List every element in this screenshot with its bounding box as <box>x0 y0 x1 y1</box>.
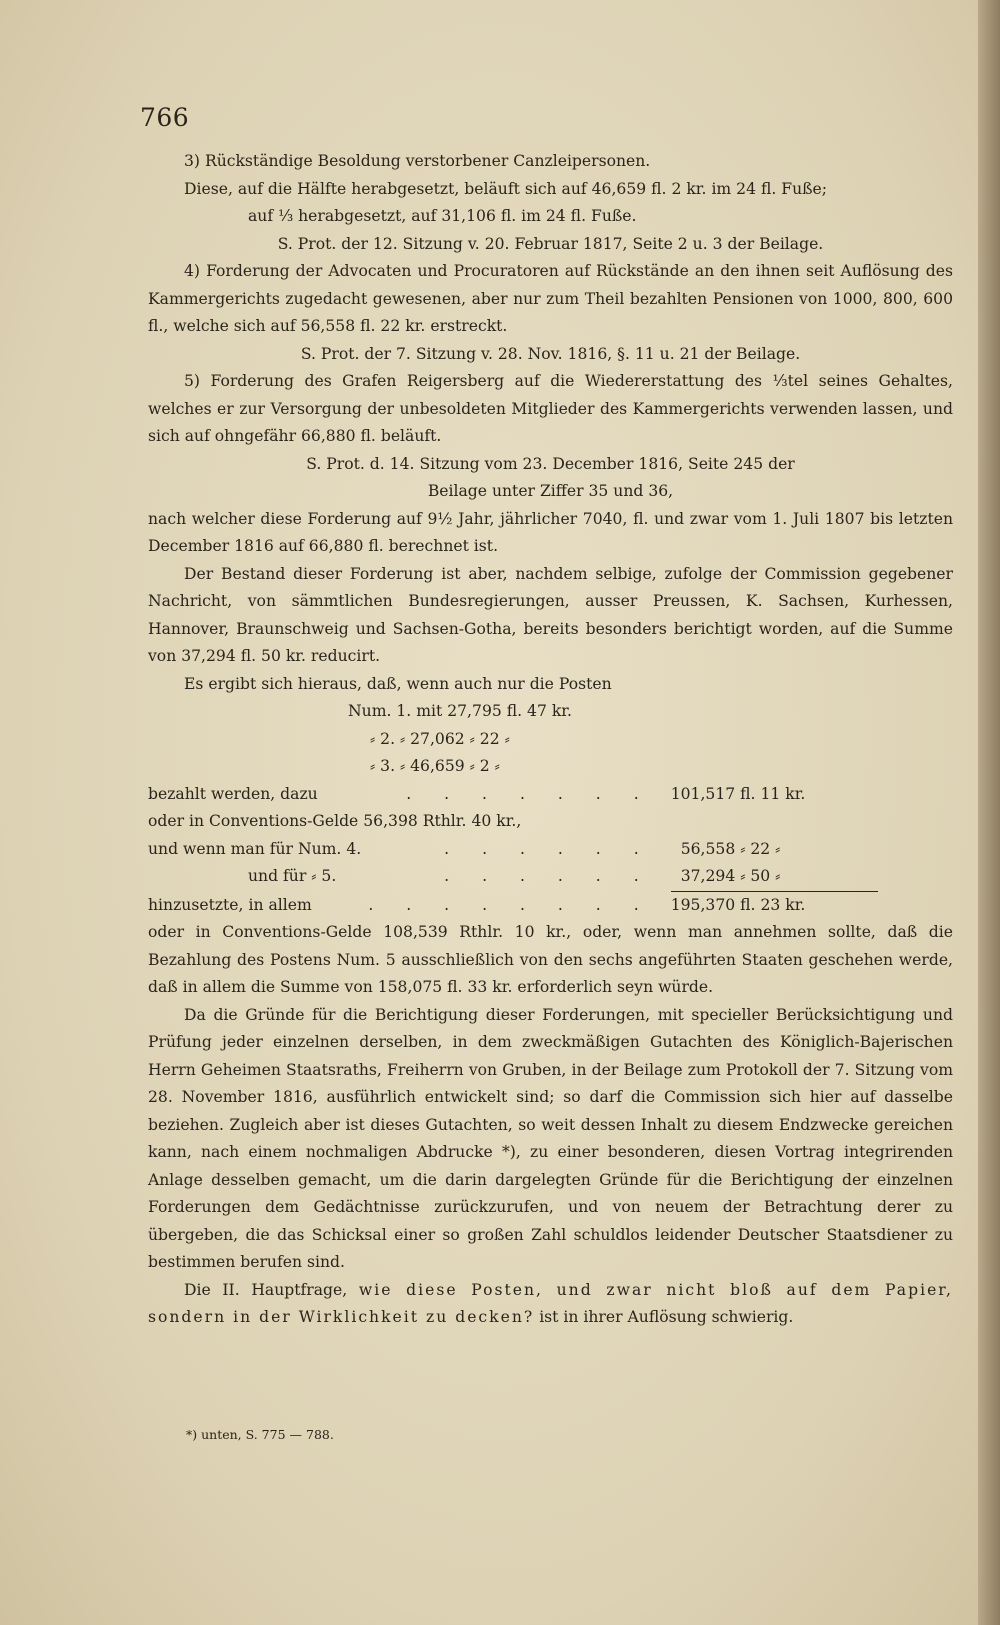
calc-row-label: und für ⸗ 5. <box>248 867 337 886</box>
calc-leader-dots: . . . . . . . . <box>368 895 653 914</box>
paragraph-hauptfrage <box>148 1277 953 1332</box>
table-row <box>148 892 878 920</box>
calc-leader-dots: . . . . . . . <box>406 784 653 803</box>
item5-calculation-note: nach welcher diese Forderung auf 9½ Jahr, jährlicher 7040, fl. und zwar vom 1. Juli 1807 bis letzten December 1816 auf 66,880 fl. berechnet ist. <box>148 509 953 555</box>
page-edge-shadow <box>978 0 1000 1625</box>
calc-leader-dots: . . . . . . <box>444 839 653 858</box>
table-row <box>148 726 878 754</box>
item4-text: 4) Forderung der Advocaten und Procuratoren auf Rückstände an den ihnen seit Auflösung des Kammergerichts zugedacht gewesenen, aber nur zum Theil bezahlten Pensionen von 1000, 800, 600 fl., welche sich auf 56,558 fl. 22 kr. erstreckt. <box>148 262 953 335</box>
calc-amount: 101,517 fl. 11 kr. <box>670 784 806 803</box>
item5-text: 5) Forderung des Grafen Reigersberg auf die Wiedererstattung des ⅓tel seines Gehaltes, welches er zur Versorgung der unbesoldeten Mitglieder des Kammergerichts verwenden lassen, und sich auf ohngefähr 66,880 fl. beläuft. <box>148 372 953 445</box>
table-row <box>148 781 878 809</box>
calc-leader-dots: . . . . . . <box>444 867 653 886</box>
calc-row-num2: ⸗ 2. ⸗ 27,062 ⸗ 22 ⸗ <box>370 729 510 748</box>
item3-text: Diese, auf die Hälfte herabgesetzt, beläuft sich auf 46,659 fl. 2 kr. im 24 fl. Fuße; <box>184 179 828 198</box>
paragraph-ergibt: Es ergibt sich hieraus, daß, wenn auch nur die Posten <box>184 674 612 693</box>
calc-total: 195,370 fl. 23 kr. <box>670 895 806 914</box>
paragraph-oder: oder in Conventions-Gelde 108,539 Rthlr. 10 kr., oder, wenn man annehmen sollte, daß die Bezahlung des Postens Num. 5 ausschließlich von den sechs angeführten Staaten geschehen werde, daß in allem die Summe von 158,075 fl. 33 kr. erforderlich seyn würde. <box>148 923 953 996</box>
item5-reference-cont: Beilage unter Ziffer 35 und 36, <box>427 482 674 500</box>
item4-reference: S. Prot. der 7. Sitzung v. 28. Nov. 1816, §. 11 u. 21 der Beilage. <box>300 344 801 363</box>
item3-text-cont: auf ⅓ herabgesetzt, auf 31,106 fl. im 24 fl. Fuße. <box>248 207 637 225</box>
page-body <box>148 148 953 1332</box>
footnote: *) unten, S. 775 — 788. <box>186 1427 334 1442</box>
page-number: 766 <box>140 103 190 132</box>
hauptfrage-question: wie diese Posten, und zwar nicht bloß auf dem Papier, sondern in der Wirklichkeit zu decken? <box>148 1280 953 1326</box>
item5-reference: S. Prot. d. 14. Sitzung vom 23. December 1816, Seite 245 der <box>306 454 795 473</box>
calculation-table <box>148 698 878 919</box>
calc-row-label: und wenn man für Num. 4. <box>148 839 362 858</box>
calc-row-label: hinzusetzte, in allem <box>148 895 312 914</box>
hauptfrage-lead: Die II. Hauptfrage, <box>184 1280 359 1299</box>
calc-row-label: bezahlt werden, dazu <box>148 784 318 803</box>
item3-reference: S. Prot. der 12. Sitzung v. 20. Februar 1817, Seite 2 u. 3 der Beilage. <box>277 234 824 253</box>
table-row <box>148 836 878 864</box>
calc-amount: 37,294 ⸗ 50 ⸗ <box>680 867 781 885</box>
calc-row-num1: Num. 1. mit 27,795 fl. 47 kr. <box>348 702 572 720</box>
calc-amount: 56,558 ⸗ 22 ⸗ <box>680 839 781 858</box>
table-row <box>148 698 878 726</box>
paragraph-gruende: Da die Gründe für die Berichtigung dieser Forderungen, mit specieller Berücksichtigung und Prüfung jeder einzelnen derselben, in dem zweckmäßigen Gutachten des Königlich-Bajerischen Herrn Geheimen Staatsraths, Freiherrn von Gruben, in der Beilage zum Protokoll der 7. Sitzung vom 28. November 1816, ausführlich entwickelt sind; so darf die Commission sich hier auf dasselbe beziehen. Zugleich aber ist dieses Gutachten, so weit dessen Inhalt zu diesem Endzwecke gereichen kann, nach einem nochmaligen Abdrucke *), zu einer besonderen, diesen Vortrag integrirenden Anlage desselben gemacht, um die darin dargelegten Gründe für die Berichtigung der einzelnen Forderungen dem Gedächtnisse zurückzurufen, und von neuem der Betrachtung derer zu übergeben, die das Schicksal einer so großen Zahl schuldlos leidender Deutscher Staatsdiener zu bestimmen berufen sind. <box>148 1005 953 1271</box>
calc-row-label: oder in Conventions-Gelde 56,398 Rthlr. 40 kr., <box>148 812 522 830</box>
paragraph-bestand: Der Bestand dieser Forderung ist aber, nachdem selbige, zufolge der Commission gegebener Nachricht, von sämmtlichen Bundesregierungen, ausser Preussen, K. Sachsen, Kurhessen, Hannover, Braunschweig und Sachsen-Gotha, bereits besonders berichtigt worden, auf die Summe von 37,294 fl. 50 kr. reducirt. <box>148 564 953 665</box>
calc-row-num3: ⸗ 3. ⸗ 46,659 ⸗ 2 ⸗ <box>370 757 500 775</box>
item3-heading: 3) Rückständige Besoldung verstorbener Canzleipersonen. <box>184 152 651 170</box>
hauptfrage-tail: ist in ihrer Auflösung schwierig. <box>534 1308 794 1326</box>
table-row <box>148 753 878 781</box>
table-row <box>148 808 878 836</box>
table-row <box>148 863 878 891</box>
